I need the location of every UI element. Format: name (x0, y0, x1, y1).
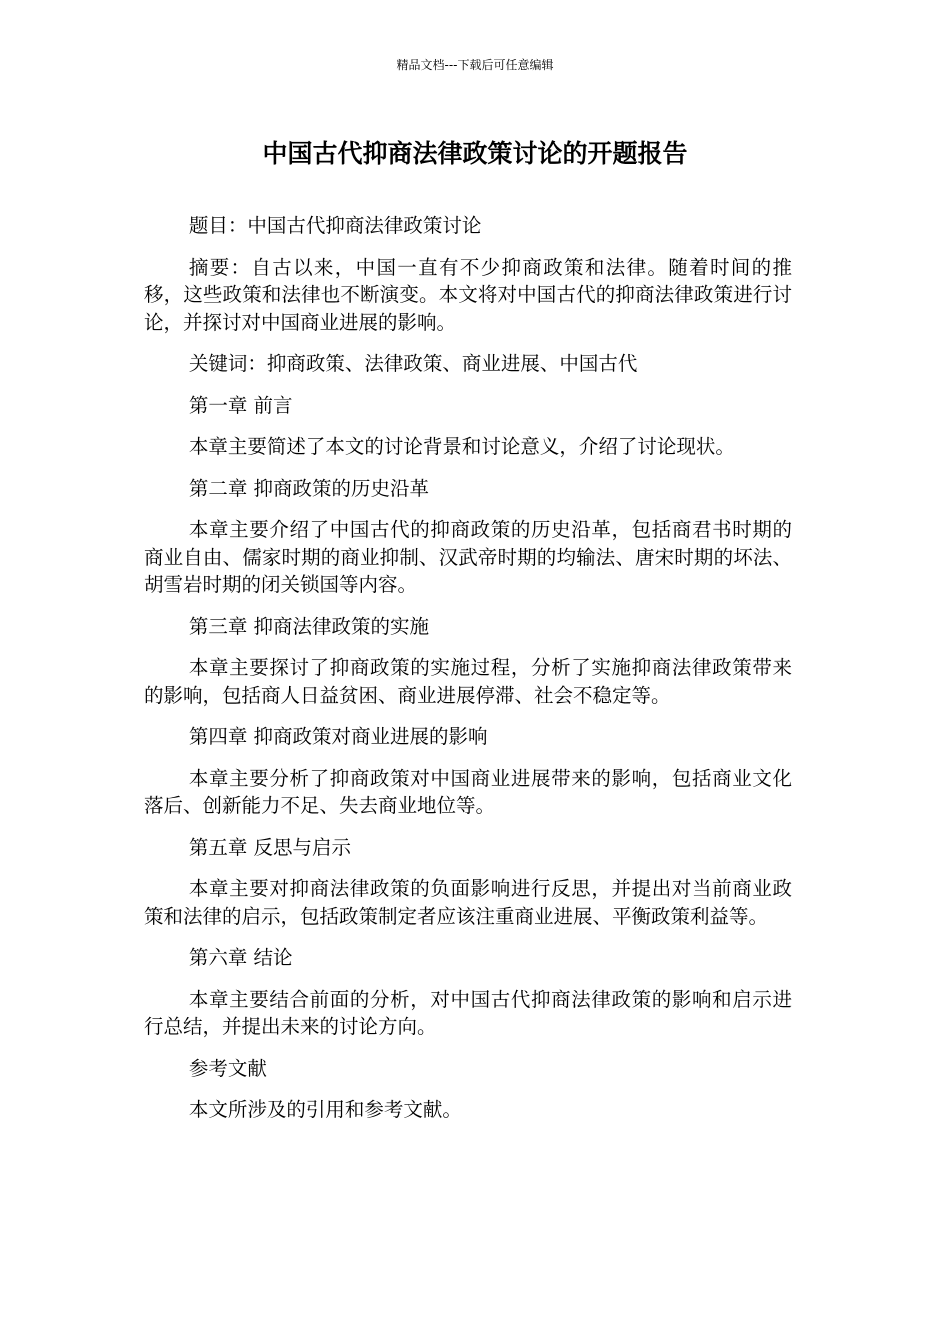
chapter-summary-2: 本章主要介绍了中国古代的抑商政策的历史沿革，包括商君书时期的商业自由、儒家时期的商业抑制、汉武帝时期的均输法、唐宋时期的坏法、胡雪岩时期的闭关锁国等内容。 (144, 518, 792, 596)
paragraph-abstract: 摘要：自古以来，中国一直有不少抑商政策和法律。随着时间的推移，这些政策和法律也不断演变。本文将对中国古代的抑商法律政策进行讨论，并探讨对中国商业进展的影响。 (144, 255, 792, 334)
chapter-summary-5: 本章主要对抑商法律政策的负面影响进行反思，并提出对当前商业政策和法律的启示，包括政策制定者应该注重商业进展、平衡政策利益等。 (144, 877, 792, 928)
chapter-heading-6: 第六章 结论 (188, 946, 293, 969)
page-header: 精品文档---下载后可任意编辑 (396, 58, 554, 72)
chapter-heading-1: 第一章 前言 (188, 393, 293, 417)
references-summary: 本文所涉及的引用和参考文献。 (188, 1098, 462, 1121)
chapter-heading-3: 第三章 抑商法律政策的实施 (188, 614, 430, 638)
chapter-heading-2: 第二章 抑商政策的历史沿革 (188, 476, 430, 500)
paragraph-topic: 题目：中国古代抑商法律政策讨论 (188, 214, 482, 237)
chapter-summary-6: 本章主要结合前面的分析，对中国古代抑商法律政策的影响和启示进行总结，并提出未来的讨论方向。 (144, 987, 792, 1038)
references-heading: 参考文献 (188, 1056, 267, 1080)
paragraph-keywords: 关键词：抑商政策、法律政策、商业进展、中国古代 (188, 352, 638, 375)
chapter-summary-1: 本章主要简述了本文的讨论背景和讨论意义，介绍了讨论现状。 (188, 435, 735, 458)
chapter-heading-5: 第五章 反思与启示 (188, 835, 352, 859)
document-body (144, 212, 792, 1138)
document-title: 中国古代抑商法律政策讨论的开题报告 (262, 139, 688, 168)
chapter-heading-4: 第四章 抑商政策对商业进展的影响 (188, 725, 488, 748)
chapter-summary-3: 本章主要探讨了抑商政策的实施过程，分析了实施抑商法律政策带来的影响，包括商人日益贫困、商业进展停滞、社会不稳定等。 (144, 656, 792, 707)
chapter-summary-4: 本章主要分析了抑商政策对中国商业进展带来的影响，包括商业文化落后、创新能力不足、失去商业地位等。 (144, 766, 792, 817)
